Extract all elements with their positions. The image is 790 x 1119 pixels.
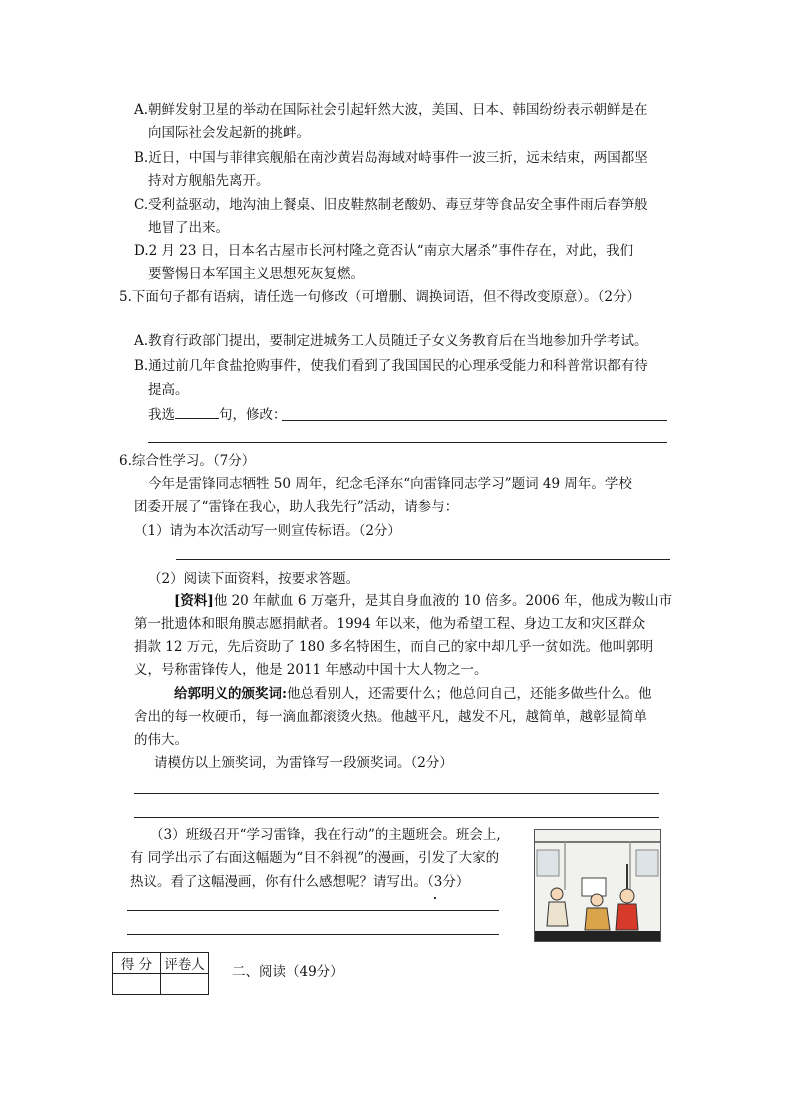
q6-material-line2: 第一批遗体和眼角膜志愿捐献者。1994 年以来，他为希望工程、身边工友和灾区群众: [134, 616, 646, 632]
q6-task2-answer-line-2[interactable]: [134, 817, 659, 818]
q5-option-b-line2: 提高。: [148, 382, 189, 398]
q6-intro-line2: 团委开展了“雷锋在我心，助人我先行”活动，请参与：: [134, 499, 459, 515]
q6-task2-answer-line-1[interactable]: [134, 793, 659, 794]
q6-sub3-line3: 热议。看了这幅漫画，你有什么感想呢？请写出。（3分）: [130, 874, 470, 890]
score-cell[interactable]: [113, 974, 161, 995]
score-table: [112, 952, 209, 995]
q6-award-label: 给郭明义的颁奖词:: [174, 686, 287, 702]
q4-option-a-line2: 向国际社会发起新的挑衅。: [148, 125, 310, 141]
grader-header: 评卷人: [161, 953, 209, 974]
q6-sub2: （2）阅读下面资料，按要求答题。: [148, 571, 360, 587]
q5-answer-prompt: [148, 404, 287, 425]
q4-option-d-line1: D.2 月 23 日，日本名古屋市长河村隆之竟否认“南京大屠杀”事件存在，对此，我们: [134, 243, 634, 259]
score-header: 得 分: [113, 953, 161, 974]
q4-option-b-line2: 持对方舰船先离开。: [148, 173, 270, 189]
q6-award-line1: [174, 684, 651, 704]
q5-option-a: A.教育行政部门提出，要制定进城务工人员随迁子女义务教育后在当地参加升学考试。: [134, 333, 648, 349]
q5-stem: 5.下面句子都有语病，请任选一句修改（可增删、调换词语，但不得改变原意）。（2分）: [119, 289, 640, 305]
q5-choice-blank[interactable]: [175, 404, 219, 419]
q6-material-label: [资料]: [174, 593, 214, 609]
grader-cell[interactable]: [161, 974, 209, 995]
q6-material-text1: 他 20 年献血 6 万毫升，是其自身血液的 10 倍多。2006 年，他成为鞍山市: [213, 593, 673, 609]
q5-answer-line-2[interactable]: [148, 442, 667, 443]
q4-option-d-line2: 要警惕日本军国主义思想死灰复燃。: [148, 266, 364, 282]
q6-sub3-line1: （3）班级召开“学习雷锋，我在行动”的主题班会。班会上,: [150, 827, 501, 843]
stray-dot: [434, 897, 436, 899]
q4-option-b-line1: B.近日，中国与菲律宾舰船在南沙黄岩岛海域对峙事件一波三折，远未结束，两国都坚: [134, 150, 648, 166]
q6-sub3-answer-line-2[interactable]: [127, 934, 499, 935]
q6-stem: 6.综合性学习。（7分）: [119, 453, 256, 469]
q6-award-line2: 舍出的每一枚硬币，每一滴血都滚烫火热。他越平凡，越发不凡，越简单，越彰显简单: [134, 709, 647, 725]
q6-material-line3: 捐款 12 万元，先后资助了 180 多名特困生，而自己的家中却几乎一贫如洗。他叫郭明: [134, 639, 654, 655]
q6-award-text1: 他总看别人，还需要什么；他总问自己，还能多做些什么。他: [286, 686, 652, 702]
q5-answer-mid: 句，修改：: [219, 407, 287, 423]
cartoon-image: [534, 829, 661, 942]
q5-answer-line-1[interactable]: [282, 420, 667, 421]
q6-intro-line1: 今年是雷锋同志牺牲 50 周年，纪念毛泽东“向雷锋同志学习”题词 49 周年。学校: [148, 476, 632, 492]
q6-material-line1: [174, 591, 672, 611]
q6-award-line3: 的伟大。: [134, 732, 188, 748]
q6-sub1-answer-line[interactable]: [176, 559, 670, 560]
q6-sub3-answer-line-1[interactable]: [127, 910, 499, 911]
q6-task2: 请模仿以上颁奖词，为雷锋写一段颁奖词。（2分）: [154, 755, 453, 771]
q5-option-b-line1: B.通过前几年食盐抢购事件，使我们看到了我国国民的心理承受能力和科普常识都有待: [134, 358, 648, 374]
q6-material-line4: 义，号称雷锋传人，他是 2011 年感动中国十大人物之一。: [134, 662, 488, 678]
q4-option-c-line2: 地冒了出来。: [148, 220, 229, 236]
q6-sub1: （1）请为本次活动写一则宣传标语。（2分）: [134, 523, 401, 539]
q4-option-a-line1: A.朝鲜发射卫星的举动在国际社会引起轩然大波，美国、日本、韩国纷纷表示朝鲜是在: [134, 102, 648, 118]
q4-option-c-line1: C.受利益驱动，地沟油上餐桌、旧皮鞋熬制老酸奶、毒豆芽等食品安全事件雨后春笋般: [134, 197, 648, 213]
q6-sub3-line2: 有 同学出示了右面这幅题为“目不斜视”的漫画，引发了大家的: [130, 850, 500, 866]
q5-answer-prefix: 我选: [148, 407, 175, 423]
section-2-title: 二、阅读（49分）: [232, 964, 344, 980]
cartoon-drawing: [535, 830, 660, 941]
